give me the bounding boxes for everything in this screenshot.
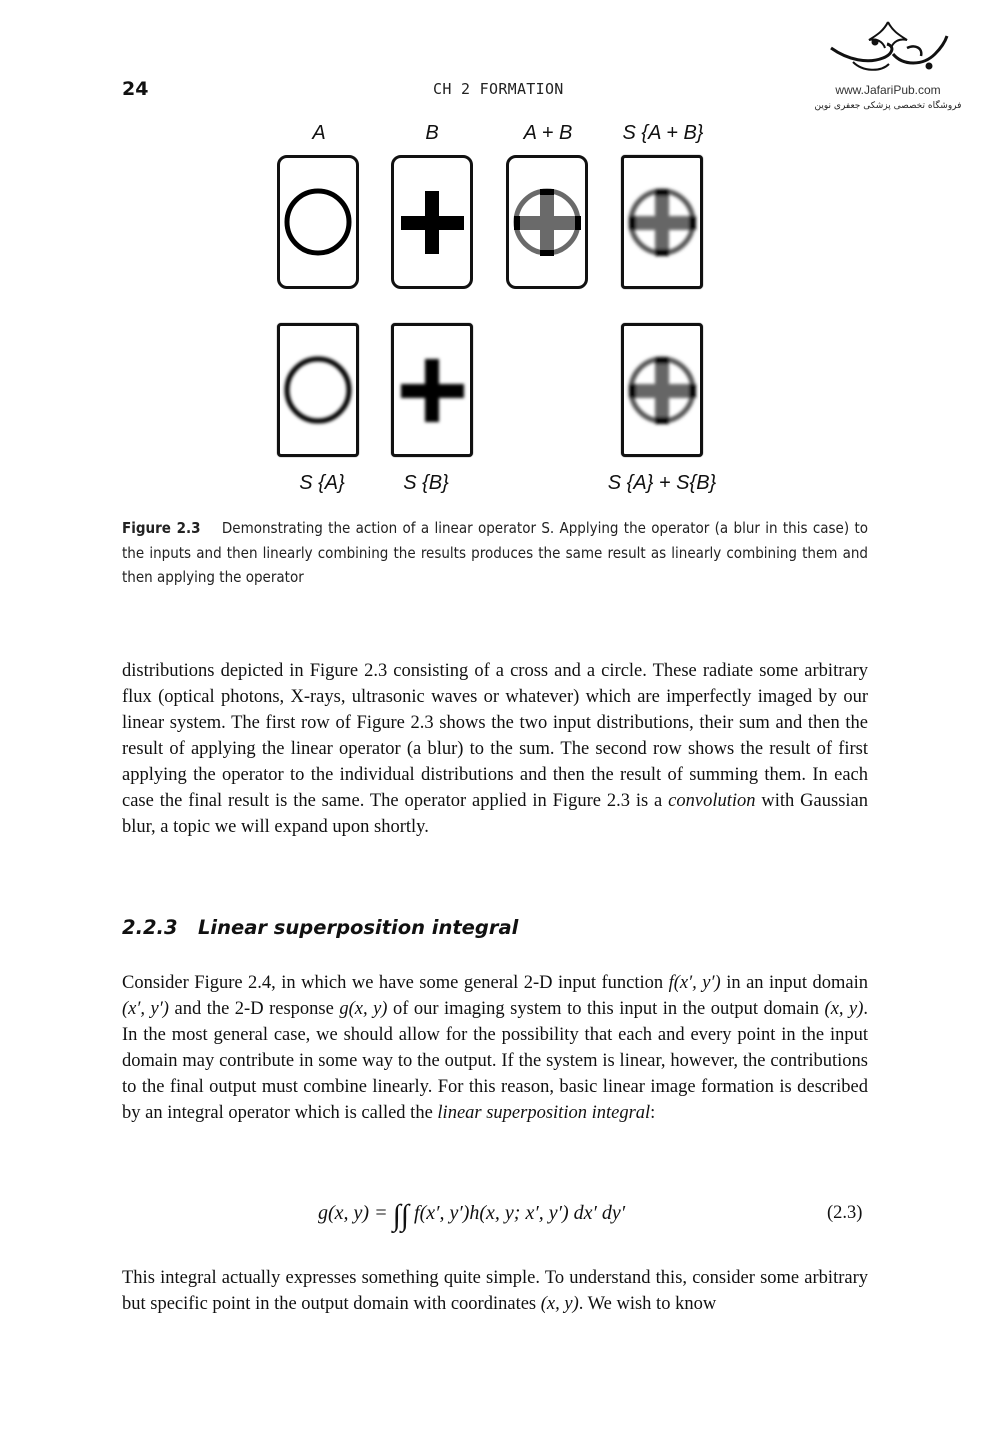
paragraph-text-end: with Gaussian blur, a topic we will expand upon shortly. [122, 791, 869, 837]
paragraph-text: . We wish to know [578, 1294, 717, 1314]
panel-a-plus-b [506, 155, 588, 289]
equation-rhs: f(x′, y′)h(x, y; x′, y′) dx′ dy′ [414, 1202, 626, 1224]
blurred-circle-cross-icon [624, 158, 700, 286]
math-coordinates: (x, y) [540, 1294, 579, 1314]
figure-label-s-a-plus-b: S {A + B} [622, 122, 704, 144]
publisher-watermark [808, 18, 968, 111]
circle-cross-icon [509, 158, 585, 286]
watermark-tagline: فروشگاه تخصصی پزشکی جعفری نوین [814, 101, 962, 111]
paragraph-text: This integral actually expresses something quite simple. To understand this, consider some arbitrary but specific point in the output domain with coordinates [122, 1268, 868, 1314]
jafari-calligraphy-logo-icon [823, 18, 953, 76]
paragraph-text: distributions depicted in Figure 2.3 consisting of a cross and a circle. These radiate some arbitrary flux (optical photons, X-rays, ultrasonic waves or whatever) which are imperfectly imaged by our linear system. The first row of Figure 2.3 shows the two input distributions, their sum and then the result of applying the linear operator (a blur) to the sum. The second row shows the result of first applying the operator to the individual distributions and then the result of summing them. In each case the final result is the same. The operator applied in Figure 2.3 is a [122, 661, 868, 811]
equation-lhs: g(x, y) = [318, 1202, 388, 1224]
caption-label: Figure 2.3 [122, 519, 201, 537]
figure-label-s-a-plus-s-b: S {A} + S{B} [607, 472, 717, 494]
body-paragraph-1 [122, 658, 868, 840]
figure-label-s-b: S {B} [403, 472, 449, 494]
panel-a-circle [277, 155, 359, 289]
paragraph-text: . In the most general case, we should allow for the possibility that each and every point in the input domain may contribute in some way to the output. If the system is linear, however, the contributions to the final output must combine linearly. For this reason, basic linear image formation is described by an integral operator which is called the [122, 999, 869, 1123]
panel-s-a [277, 323, 359, 457]
paragraph-text: and the 2-D response [174, 999, 334, 1019]
figure-caption [122, 516, 868, 590]
math-output-domain: (x, y) [824, 999, 864, 1019]
section-number: 2.2.3 [122, 916, 178, 939]
circle-icon [280, 158, 356, 286]
emphasis-convolution: convolution [668, 791, 756, 811]
watermark-url: www.JafariPub.com [835, 83, 941, 97]
math-f: f(x′, y′) [668, 973, 721, 993]
cross-icon [394, 158, 470, 286]
panel-b-cross [391, 155, 473, 289]
figure-label-a-plus-b: A + B [523, 122, 573, 144]
paragraph-text: Consider Figure 2.4, in which we have some general 2-D input function [122, 973, 664, 993]
figure-label-b: B [425, 122, 439, 144]
paragraph-text: of our imaging system to this input in the output domain [392, 999, 820, 1019]
equation-2-3 [318, 1199, 625, 1233]
page-number: 24 [122, 78, 149, 100]
emphasis-term: linear superposition integral [437, 1103, 651, 1123]
equation-number: (2.3) [827, 1203, 863, 1223]
integral-sign: ∫∫ [392, 1199, 410, 1232]
body-paragraph-2 [122, 970, 868, 1126]
caption-text: Demonstrating the action of a linear operator S. Applying the operator (a blur in this case) to the inputs and then linearly combining the results produces the same result as linearly combining them and then applying the operator [122, 519, 869, 586]
figure-label-a: A [312, 122, 326, 144]
blurred-cross-icon [394, 326, 470, 454]
panel-s-a-plus-s-b [621, 323, 703, 457]
blurred-circle-icon [280, 326, 356, 454]
blurred-circle-cross-icon [624, 326, 700, 454]
figure-label-s-a: S {A} [299, 472, 345, 494]
paragraph-text: in an input domain [726, 973, 869, 993]
section-heading [122, 916, 518, 939]
panel-s-a-plus-b [621, 155, 703, 289]
paragraph-text: : [650, 1103, 656, 1123]
math-input-domain: (x′, y′) [122, 999, 169, 1019]
section-title: Linear superposition integral [198, 916, 519, 939]
body-paragraph-3 [122, 1265, 868, 1317]
panel-s-b [391, 323, 473, 457]
running-head: CH 2 FORMATION [433, 80, 564, 98]
math-g: g(x, y) [339, 999, 388, 1019]
